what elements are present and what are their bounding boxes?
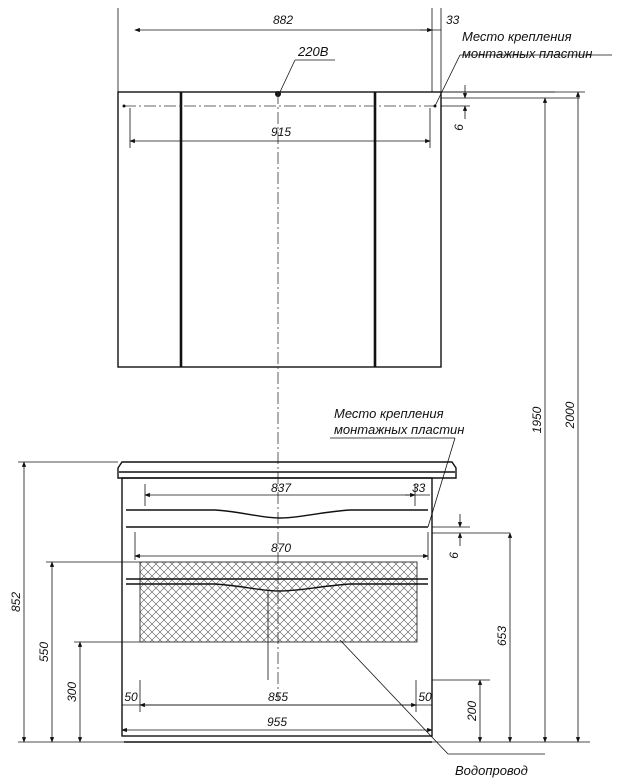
dim-550	[37, 562, 140, 742]
dim-837	[145, 481, 430, 506]
dim-2000	[441, 92, 585, 742]
dim-837-label: 837	[270, 481, 292, 495]
dim-882	[118, 8, 460, 92]
dim-2000-label: 2000	[563, 401, 577, 429]
water-label: Водопровод	[455, 763, 528, 778]
dim-6-top-label: 6	[452, 124, 466, 131]
mount-top-line2: монтажных пластин	[462, 46, 593, 61]
drawer-mesh	[140, 562, 417, 642]
water-callout	[340, 640, 545, 778]
mount-bottom-line1: Место крепления	[334, 406, 444, 421]
dim-6-vanity	[432, 514, 510, 559]
dim-550-label: 550	[37, 641, 51, 663]
dim-852-label: 852	[9, 591, 23, 613]
dim-1950-label: 1950	[530, 406, 544, 434]
mount-callout-top	[435, 29, 612, 106]
dim-653	[495, 533, 510, 742]
dim-33-top-label: 33	[446, 13, 460, 27]
dim-955-label: 955	[266, 715, 288, 729]
countertop	[118, 462, 456, 478]
dim-855-label: 855	[267, 690, 289, 704]
dim-653-label: 653	[495, 625, 509, 647]
dim-915-label: 915	[270, 125, 292, 139]
dim-870-label: 870	[270, 541, 292, 555]
dim-915	[130, 108, 430, 148]
dim-852	[9, 462, 118, 742]
dim-882-label: 882	[272, 13, 294, 27]
power-label: 220В	[298, 44, 329, 59]
mount-top-line1: Место крепления	[462, 29, 572, 44]
dim-870	[135, 532, 428, 560]
dim-300-label: 300	[65, 681, 79, 703]
dim-50-left-label: 50	[124, 690, 138, 704]
dim-50-right-label: 50	[418, 690, 432, 704]
mount-callout-bottom	[330, 406, 464, 527]
power-callout	[280, 44, 335, 92]
upper-drawer-handle	[126, 510, 428, 518]
dim-33-vanity-label: 33	[412, 481, 426, 495]
mount-bottom-line2: монтажных пластин	[334, 422, 465, 437]
dim-6-vanity-label: 6	[447, 552, 461, 559]
dim-200-label: 200	[465, 700, 479, 722]
dim-200	[432, 680, 590, 742]
dim-955	[122, 715, 432, 730]
mount-point-left	[123, 105, 126, 108]
